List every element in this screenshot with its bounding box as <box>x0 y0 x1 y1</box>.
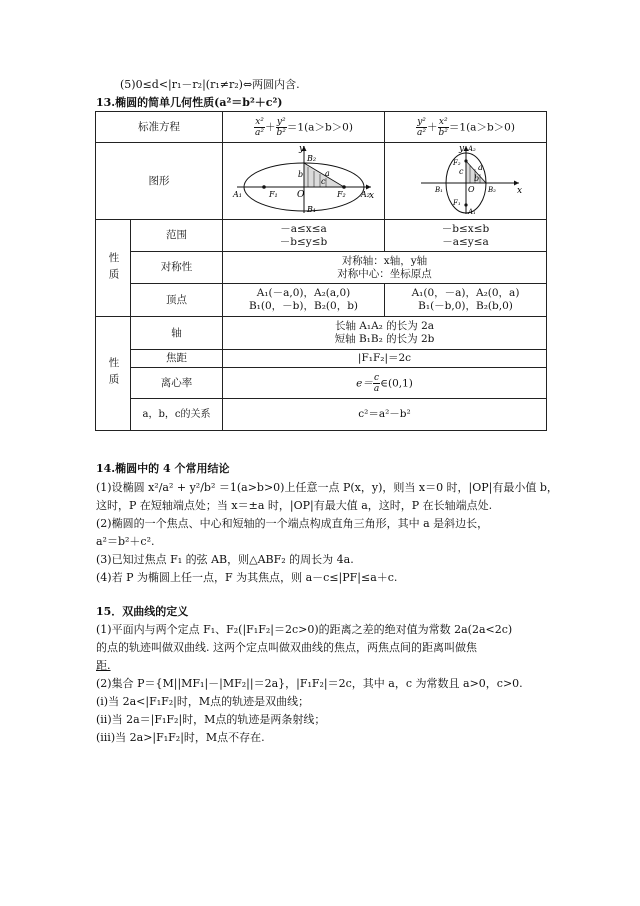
s15-line-5: (ⅰ)当 2a<|F₁F₂|时，M点的轨迹是双曲线； <box>96 695 310 708</box>
horizontal-ellipse-svg <box>229 143 379 215</box>
std-eq-vertical: $\frac{\text{y²}}{\text{a²}}$ ＋ $\frac{\text{x²}}{\text{b²}}$ ＝1(a＞b＞0) <box>385 112 547 143</box>
fig-h-a2-label: A₂ <box>360 190 370 199</box>
s14-line-1: (1)设椭圆 x²/a² + y²/b² ＝1(a>b>0)上任意一点 P(x，y)，则当 x＝0 时，|OP|有最小值 b， <box>96 481 558 494</box>
fig-v-c-label: c <box>458 167 463 176</box>
fig-v-b1-label: B₁ <box>434 186 443 194</box>
s15-line-4: (2)集合 P＝{M||MF₁|－|MF₂||＝2a}，|F₁F₂|＝2c，其中 a，c 为常数且 a>0，c>0. <box>96 677 523 690</box>
s14-line-6: (4)若 P 为椭圆上任一点，F 为其焦点，则 a－c≤|PF|≤a＋c. <box>96 571 398 584</box>
vertex-vertical: A₁(0，－a)，A₂(0，a) B₁(－b,0)，B₂(b,0) <box>385 284 547 317</box>
ellipse-properties-table <box>95 111 547 431</box>
fig-v-x-label: x <box>516 186 522 196</box>
s15-line-3: 距. <box>96 659 111 672</box>
s14-line-3: (2)椭圆的一个焦点、中心和短轴的一个端点构成直角三角形，其中 a 是斜边长， <box>96 517 489 530</box>
fig-h-o-label: O <box>296 190 304 200</box>
s15-line-6: (ⅱ)当 2a＝|F₁F₂|时，M点的轨迹是两条射线； <box>96 713 326 726</box>
s14-line-4: a²＝b²＋c². <box>96 535 155 548</box>
s15-line-7: (ⅲ)当 2a>|F₁F₂|时，M点不存在. <box>96 731 265 744</box>
fig-h-f1-label: F₁ <box>268 190 278 199</box>
relation-value: c²＝a²－b² <box>223 399 547 431</box>
vertical-ellipse-svg <box>391 143 541 215</box>
s14-line-5: (3)已知过焦点 F₁ 的弦 AB，则△ABF₂ 的周长为 4a. <box>96 553 354 566</box>
fig-h-b2-label: B₂ <box>306 154 316 163</box>
s15-line-2: 的点的轨迹叫做双曲线. 这两个定点叫做双曲线的焦点，两焦点间的距离叫做焦 <box>96 641 477 654</box>
std-eq-horizontal: $\frac{\text{x²}}{\text{a²}}$ ＋ $\frac{\text{y²}}{\text{b²}}$ ＝1(a＞b＞0) <box>223 112 385 143</box>
fig-v-f1-label: F₁ <box>452 199 461 207</box>
fig-v-y-label: y <box>458 144 464 154</box>
properties-group-1: 性质 <box>96 220 131 317</box>
vertex-label: 顶点 <box>131 284 223 317</box>
symmetry-value: 对称轴：x轴，y轴 对称中心：坐标原点 <box>223 252 547 284</box>
vertical-ellipse-figure <box>385 143 547 220</box>
section-13-title: 13.椭圆的简单几何性质(a²＝b²＋c²) <box>96 96 283 109</box>
fig-h-b-label: b <box>297 170 303 179</box>
symmetry-label: 对称性 <box>131 252 223 284</box>
item-5-text: (5)0≤d<|r₁－r₂|(r₁≠r₂)⇔两圆内含. <box>120 78 300 91</box>
s14-line-2: 这时，P 在短轴端点处；当 x＝±a 时，|OP|有最大值 a，这时，P 在长轴端点处. <box>96 499 493 512</box>
vertex-horizontal: A₁(－a,0)，A₂(a,0) B₁(0，－b)，B₂(0，b) <box>223 284 385 317</box>
fig-h-b1-label: B₁ <box>306 205 316 214</box>
std-eq-label: 标准方程 <box>96 112 223 143</box>
fig-h-y-label: y <box>298 144 304 154</box>
axis-value: 长轴 A₁A₂ 的长为 2a 短轴 B₁B₂ 的长为 2b <box>223 317 547 350</box>
axis-label: 轴 <box>131 317 223 350</box>
eccentricity-value: e＝ $\frac{c}{a}$ ∈(0,1) <box>223 368 547 399</box>
fig-h-a1-label: A₁ <box>232 190 242 199</box>
shape-label: 图形 <box>96 143 223 220</box>
focal-label: 焦距 <box>131 350 223 368</box>
s15-line-1: (1)平面内与两个定点 F₁、F₂(|F₁F₂|＝2c>0)的距离之差的绝对值为常数 2a(2a<2c) <box>96 623 513 636</box>
horizontal-ellipse-figure <box>223 143 385 220</box>
fig-h-a-label: a <box>324 169 330 178</box>
eccentricity-label: 离心率 <box>131 368 223 399</box>
section-14-title: 14.椭圆中的 4 个常用结论 <box>96 462 230 475</box>
range-vertical: －b≤x≤b －a≤y≤a <box>385 220 547 252</box>
fig-v-a1-label: A₁ <box>467 208 476 215</box>
fig-v-o-label: O <box>467 185 475 194</box>
fig-v-f2-label: F₂ <box>452 159 461 167</box>
fig-h-x-label: x <box>368 191 374 201</box>
fig-h-c-label: c <box>320 177 325 186</box>
range-horizontal: －a≤x≤a －b≤y≤b <box>223 220 385 252</box>
fig-v-a-label: a <box>477 163 483 172</box>
relation-label: a，b，c的关系 <box>131 399 223 431</box>
fig-v-b-label: b <box>473 174 479 183</box>
fig-v-a2-label: A₂ <box>467 145 476 153</box>
section-15-title: 15．双曲线的定义 <box>96 605 189 618</box>
range-label: 范围 <box>131 220 223 252</box>
properties-group-2: 性质 <box>96 317 131 431</box>
focal-value: |F₁F₂|＝2c <box>223 350 547 368</box>
fig-h-f2-label: F₂ <box>336 190 346 199</box>
fig-v-b2-label: B₂ <box>487 186 496 194</box>
